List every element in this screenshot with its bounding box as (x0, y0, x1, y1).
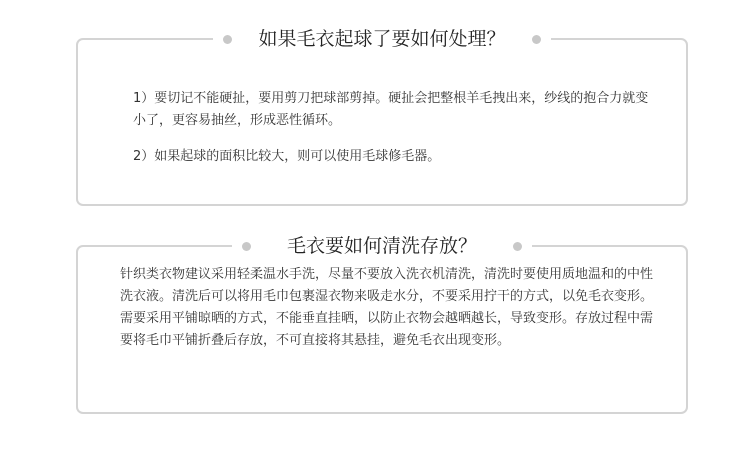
section-header (78, 25, 686, 53)
dot-left-icon (223, 35, 232, 44)
paragraph: 针织类衣物建议采用轻柔温水手洗，尽量不要放入洗衣机清洗，清洗时要使用质地温和的中性洗衣液。清洗后可以将用毛巾包裹湿衣物来吸走水分，不要采用拧干的方式，以免毛衣变形。需要采用平铺晾晒的方式，不能垂直挂晒，以防止衣物会越晒越长，导致变形。存放过程中需要将毛巾平铺折叠后存放，不可直接将其悬挂，避免毛衣出现变形。 (120, 267, 654, 348)
pilling-care-card (76, 28, 688, 206)
wash-storage-card (76, 235, 688, 414)
dot-right-icon (513, 242, 522, 251)
section-body (120, 264, 658, 352)
section-title: 如果毛衣起球了要如何处理？ (258, 28, 506, 50)
section-body (133, 88, 656, 168)
paragraph: 1）要切记不能硬扯，要用剪刀把球部剪掉。硬扯会把整根羊毛拽出来，纱线的抱合力就变小了，更容易抽丝，形成恶性循环。 (133, 91, 649, 128)
section-header (78, 232, 686, 260)
section-title: 毛衣要如何清洗存放？ (286, 235, 477, 257)
paragraph: 2）如果起球的面积比较大，则可以使用毛球修毛器。 (133, 149, 441, 164)
dot-right-icon (532, 35, 541, 44)
dot-left-icon (242, 242, 251, 251)
